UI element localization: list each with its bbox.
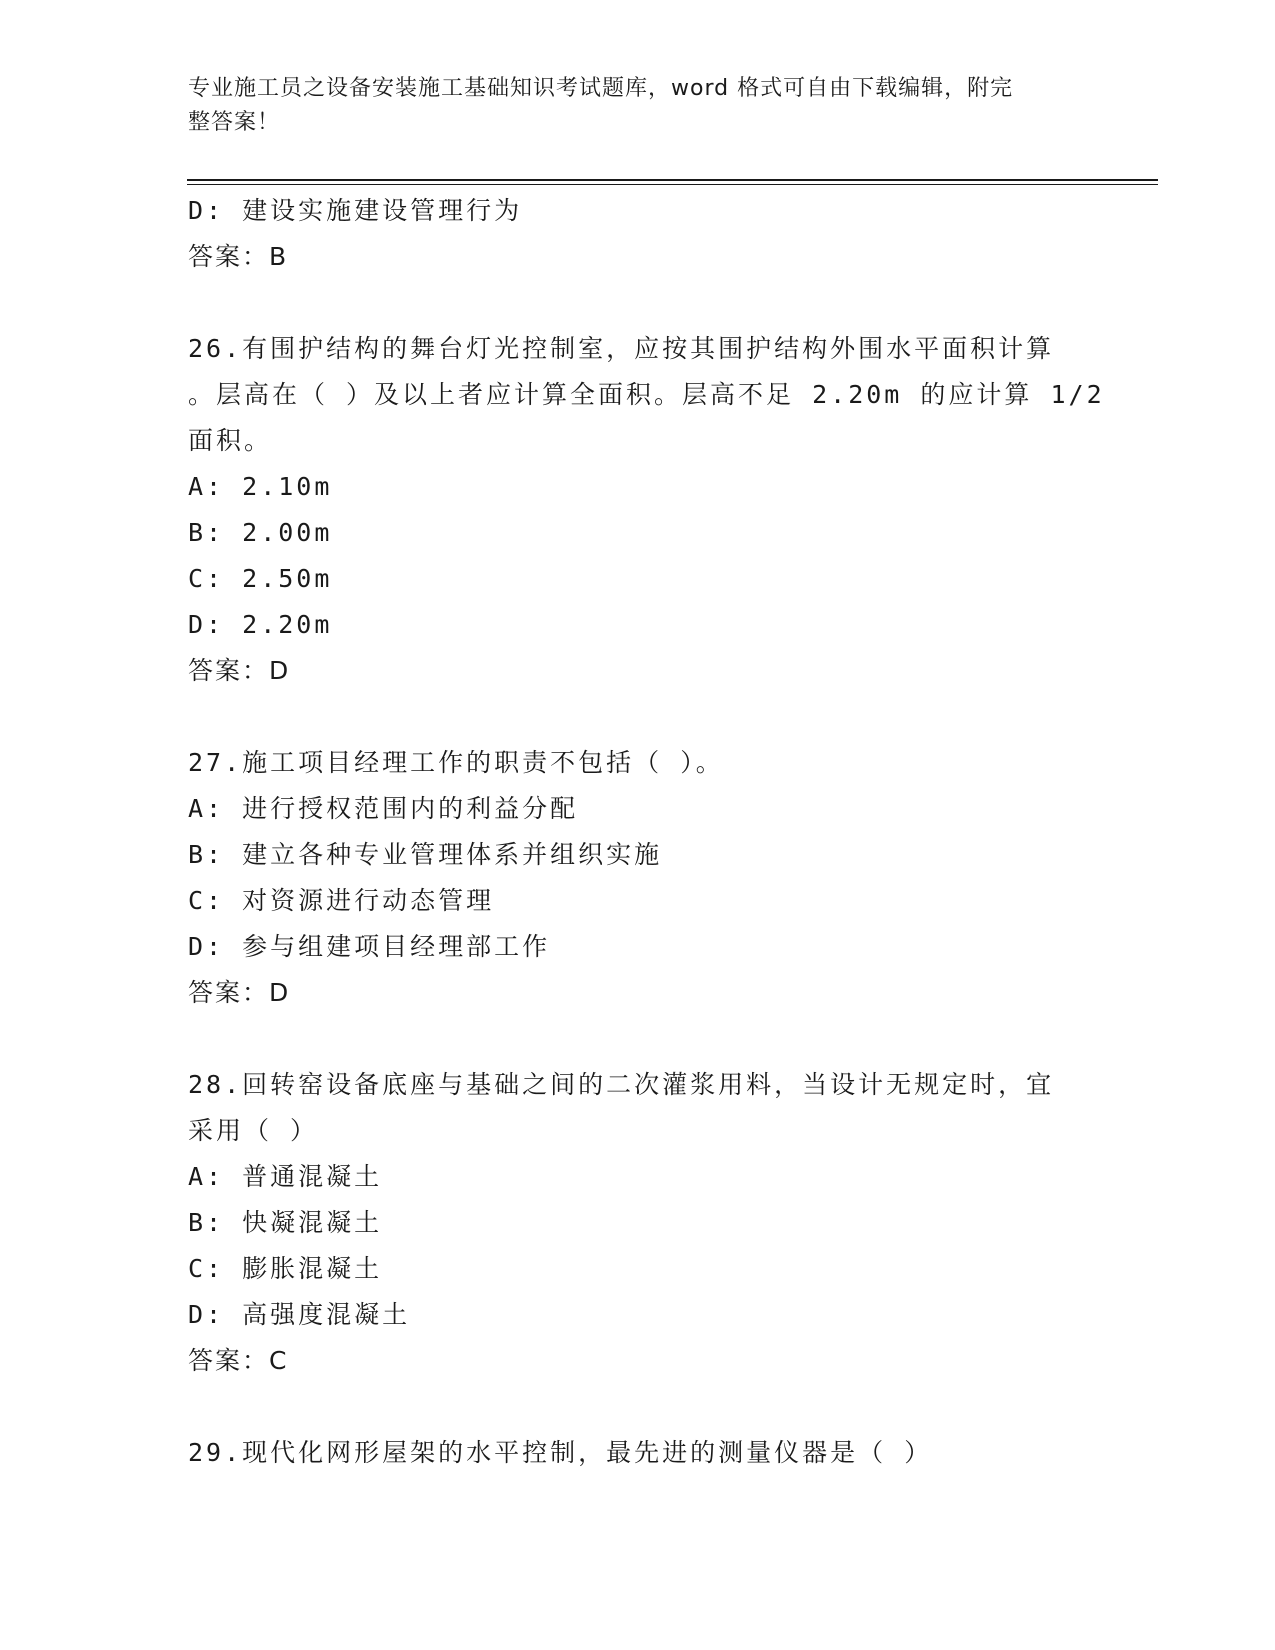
- question-text-line: 采用（ ）: [188, 1116, 319, 1145]
- question-text-line: 29.现代化网形屋架的水平控制，最先进的测量仪器是（ ）: [188, 1438, 933, 1467]
- answer-line: 答案：B: [188, 242, 289, 271]
- question-list: [188, 188, 1105, 1476]
- spacer: [188, 1384, 1088, 1430]
- header-line-2: 整答案！: [188, 110, 281, 135]
- question-text-line: 27.施工项目经理工作的职责不包括（ ）。: [188, 748, 724, 777]
- document-header: [188, 72, 1068, 140]
- spacer: [188, 694, 1088, 740]
- option-b: B: 快凝混凝土: [188, 1208, 383, 1237]
- option-d: D: 参与组建项目经理部工作: [188, 932, 551, 961]
- option-d: D: 高强度混凝土: [188, 1300, 411, 1329]
- question-29: [188, 1430, 1088, 1476]
- question-26: [188, 326, 1105, 694]
- option-c: C: 对资源进行动态管理: [188, 886, 495, 915]
- header-divider-thin: [187, 184, 1158, 185]
- spacer: [188, 280, 1088, 326]
- option-a: A: 进行授权范围内的利益分配: [188, 794, 579, 823]
- question-text-line: 面积。: [188, 426, 273, 455]
- option-c: C: 膨胀混凝土: [188, 1254, 383, 1283]
- option-b: B: 建立各种专业管理体系并组织实施: [188, 840, 663, 869]
- answer-line: 答案：D: [188, 978, 291, 1007]
- option-c: C: 2.50m: [188, 564, 333, 593]
- previous-question-tail: [188, 188, 1088, 280]
- question-text-line: 。层高在（ ）及以上者应计算全面积。层高不足 2.20m 的应计算 1/2: [188, 380, 1105, 409]
- header-line-1: 专业施工员之设备安装施工基础知识考试题库，word 格式可自由下载编辑，附完: [188, 76, 1014, 101]
- option-b: B: 2.00m: [188, 518, 333, 547]
- option-d: D: 建设实施建设管理行为: [188, 196, 523, 225]
- option-d: D: 2.20m: [188, 610, 333, 639]
- option-a: A: 普通混凝土: [188, 1162, 383, 1191]
- option-a: A: 2.10m: [188, 472, 333, 501]
- question-text-line: 26.有围护结构的舞台灯光控制室，应按其围护结构外围水平面积计算: [188, 334, 1055, 363]
- question-27: [188, 740, 1088, 1016]
- answer-line: 答案：D: [188, 656, 291, 685]
- spacer: [188, 1016, 1088, 1062]
- question-28: [188, 1062, 1088, 1384]
- header-divider-thick: [187, 179, 1158, 181]
- question-text-line: 28.回转窑设备底座与基础之间的二次灌浆用料，当设计无规定时，宜: [188, 1070, 1055, 1099]
- answer-line: 答案：C: [188, 1346, 289, 1375]
